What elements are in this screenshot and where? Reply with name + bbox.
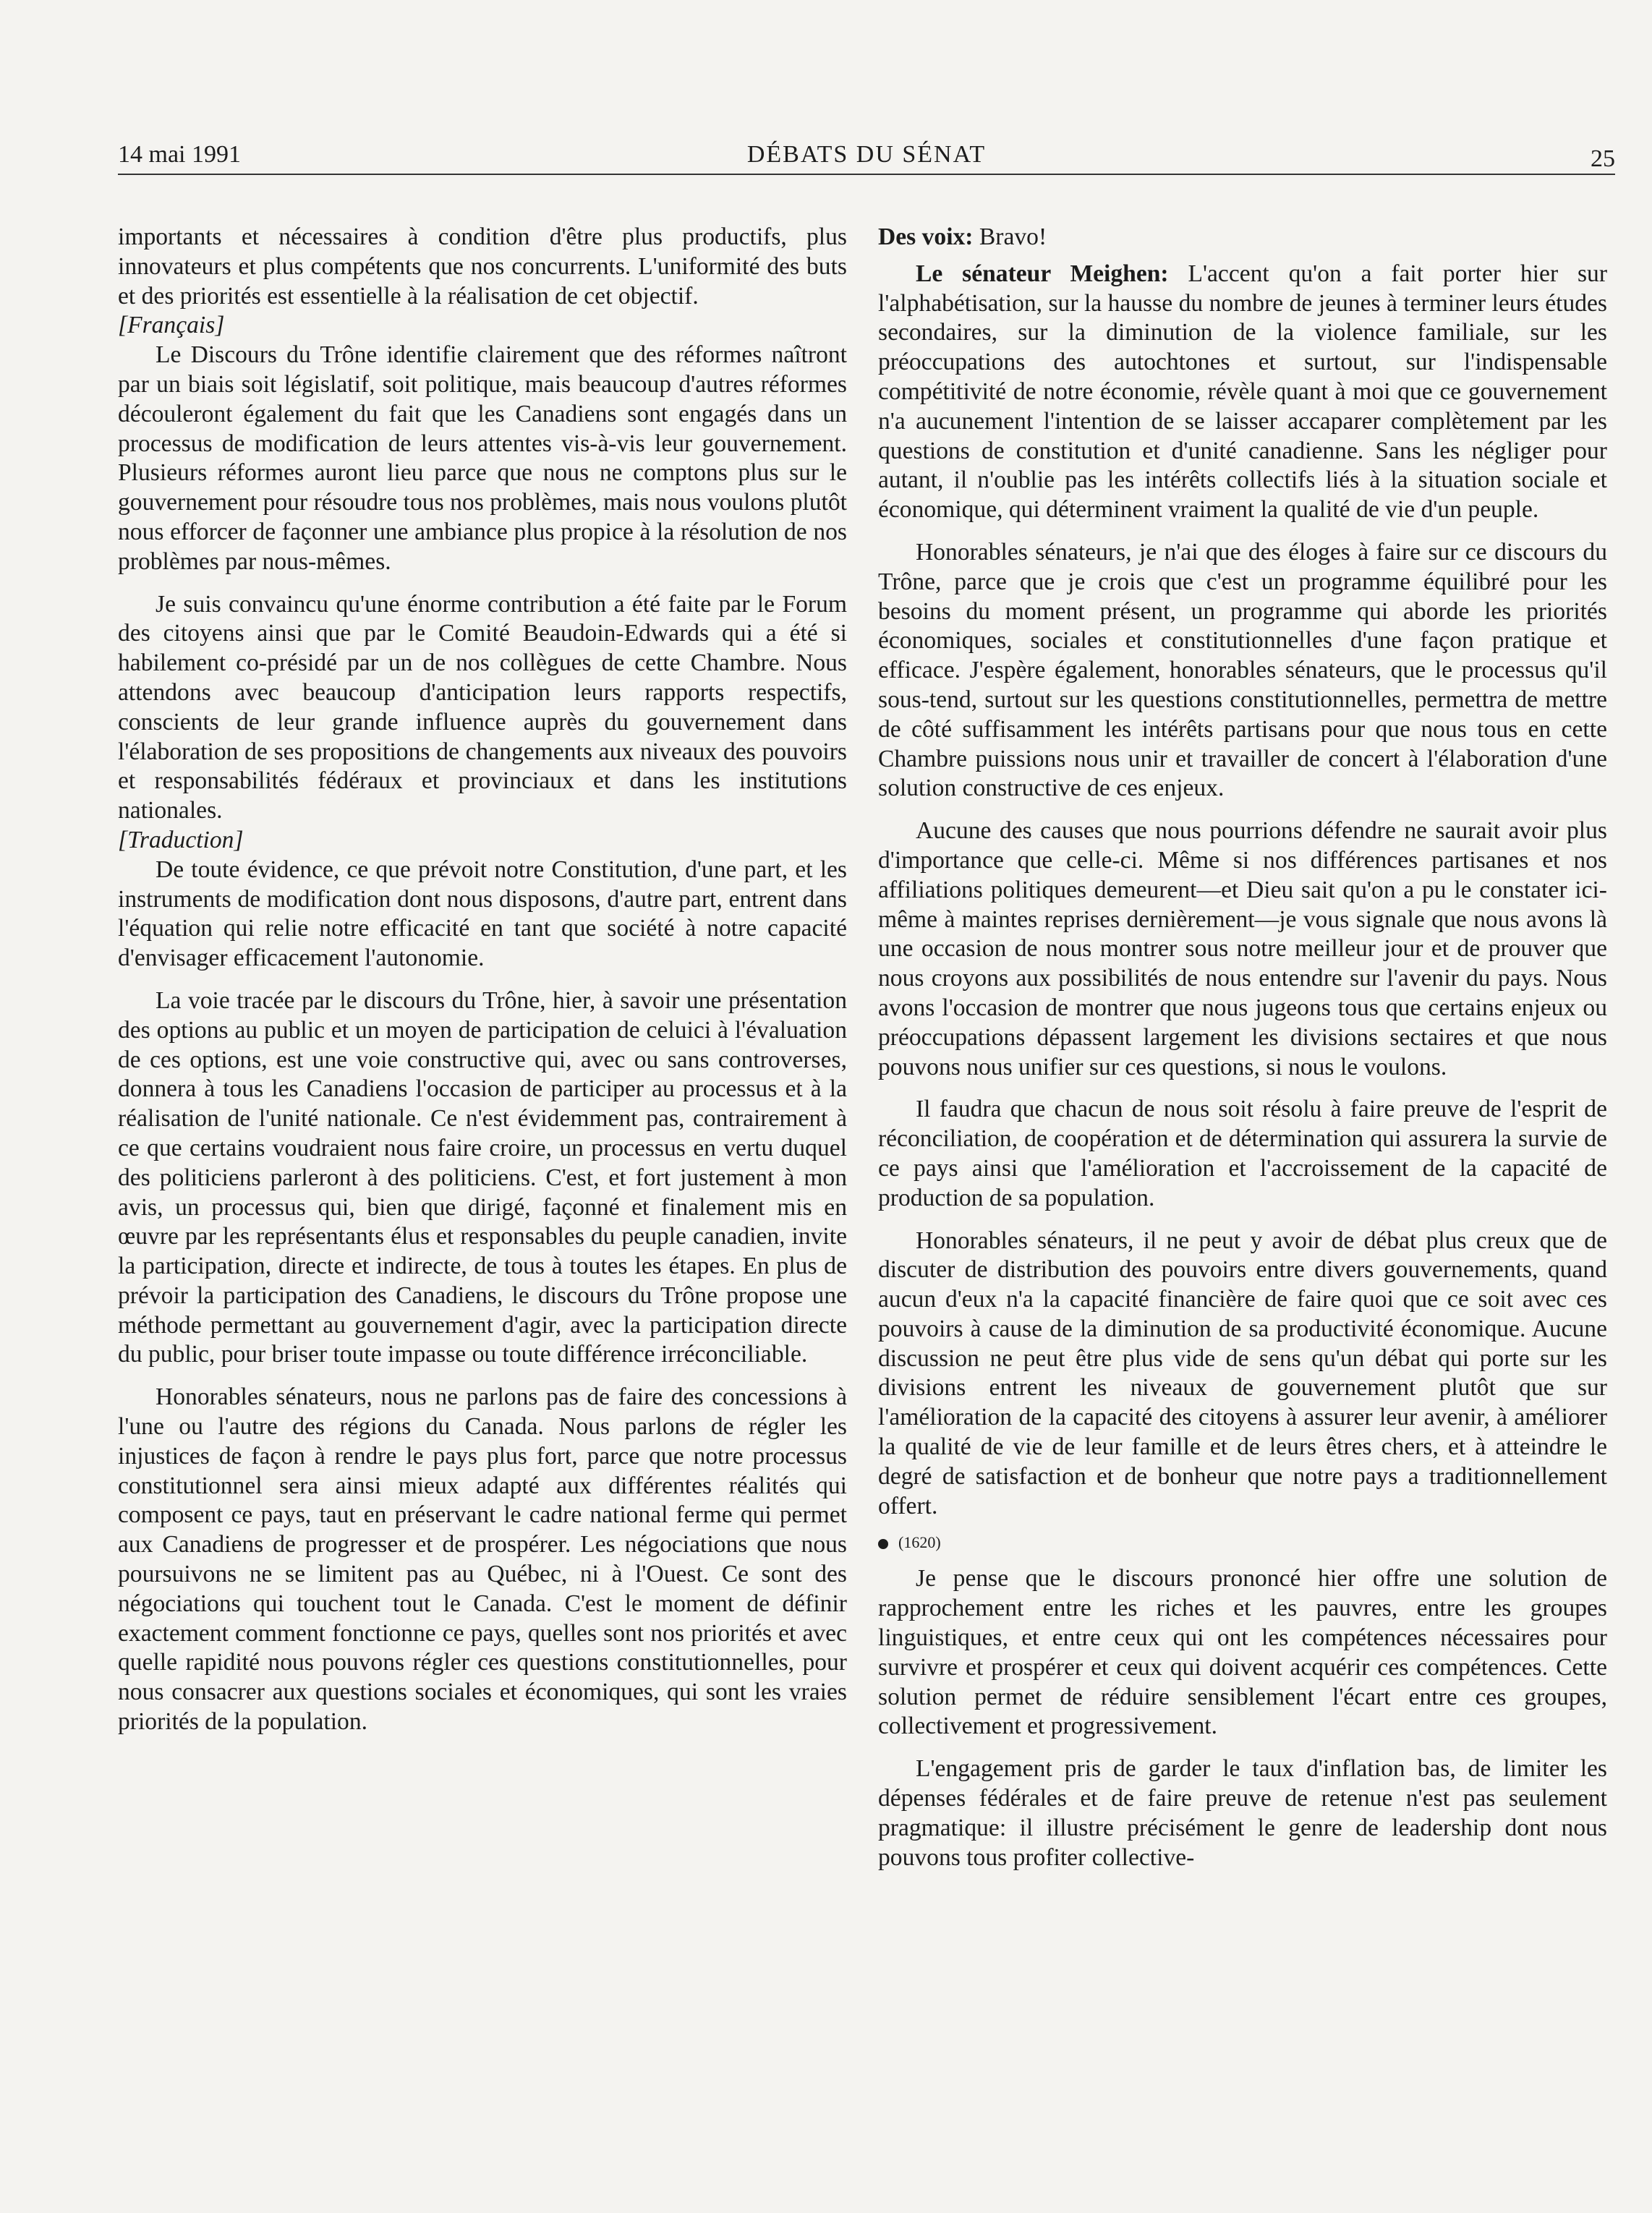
paragraph: De toute évidence, ce que prévoit notre Constitution, d'une part, et les instruments de modification dont nous disposons, d'autre part, entrent dans l'équation qui relie notre efficacité en tant que société à notre capacité d'envisager efficacement l'autonomie. (118, 856, 847, 972)
paragraph: Aucune des causes que nous pourrions défendre ne saurait avoir plus d'importance que celle-ci. Même si nos différences partisanes et nos affiliations politiques demeurent—et Dieu sait qu'on a pu le constater ici-même à maintes reprises dernièrement—je vous signale que nous avons là une occasion de nous montrer sous notre meilleur jour et de prouver que nous croyons aux possibilités de nous entendre sur l'avenir du pays. Nous avons l'occasion de montrer que nous jugeons tous que certains enjeux ou préoccupations dépassent largement les divisions sectaires et que nous pouvons nous unifier sur ces questions, si nous le voulons. (878, 817, 1607, 1080)
speech-text: Bravo! (979, 223, 1047, 250)
header-rule (118, 174, 1615, 175)
paragraph: Honorables sénateurs, il ne peut y avoir de débat plus creux que de discuter de distribution des pouvoirs entre divers gouvernements, quand aucun d'eux n'a la capacité financière de faire quoi que ce soit avec ces pouvoirs à cause de la diminution de sa productivité économique. Aucune discussion ne peut être plus vide de sens qu'un débat qui porte sur les divisions entrent les niveaux de gouvernement plutôt que sur l'amélioration de la capacité des citoyens à assurer leur avenir, à améliorer la qualité de vie de leur famille et de leurs êtres chers, et à atteindre le degré de satisfaction et de bonheur que notre pays a traditionnellement offert. (878, 1227, 1607, 1519)
paragraph: Je suis convaincu qu'une énorme contribution a été faite par le Forum des citoyens ainsi que par le Comité Beaudoin-Edwards qui a été si habilement co-présidé par un de nos collègues de cette Chambre. Nous attendons avec beaucoup d'anticipation leurs rapports respectifs, conscients de leur grande influence auprès du gouvernement dans l'élaboration de ses propositions de changements aux niveaux des pouvoirs et responsabilités fédéraux et provinciaux et dans les institutions nationales. (118, 590, 847, 824)
time-marker (878, 1528, 1607, 1557)
header-title: DÉBATS DU SÉNAT (746, 141, 987, 168)
time-stamp: (1620) (898, 1533, 941, 1552)
paragraph: Honorables sénateurs, nous ne parlons pas de faire des concessions à l'une ou l'autre des régions du Canada. Nous parlons de régler les injustices de façon à rendre le pays plus fort, parce que notre processus constitutionnel sera ainsi mieux adapté aux différentes réalités qui composent ce pays, taut en préservant le cadre national ferme qui permet aux Canadiens de progresser et de prospérer. Les négociations que nous poursuivons ne se limitent pas au Québec, ni à l'Ouest. Ce sont des négociations qui touchent tout le Canada. C'est le moment de définir exactement comment fonctionne ce pays, quelles sont nos priorités et avec quelle rapidité nous pouvons régler ces questions constitutionnelles, pour nous consacrer aux questions sociales et économiques, qui sont les vraies priorités de la population. (118, 1383, 847, 1736)
left-column (118, 223, 847, 1737)
language-tag: [Français] (118, 312, 225, 339)
paragraph: La voie tracée par le discours du Trône, hier, à savoir une présentation des options au public et un moyen de participation de celuici à l'évaluation de ces options, est une voie constructive qui, avec ou sans controverses, donnera à tous les Canadiens l'occasion de participer au processus et à la réalisation de l'unité nationale. Ce n'est évidemment pas, contrairement à ce que certains voudraient nous faire croire, un processus en vertu duquel des politiciens parleront à des politiciens. C'est, et fort justement à mon avis, un processus qui, bien que dirigé, façonné et finalement mis en œuvre par les représentants élus et responsables du peuple canadien, invite la participation, directe et indirecte, de tous à toutes les étapes. En plus de prévoir la participation des Canadiens, le discours du Trône propose une méthode permettant au gouvernement d'agir, avec la participation directe du public, pour briser toute impasse ou toute différence irréconciliable. (118, 986, 847, 1368)
language-tag: [Traduction] (118, 826, 244, 853)
paragraph: Je pense que le discours prononcé hier offre une solution de rapprochement entre les riches et les pauvres, entre les groupes linguistiques, et entre ceux qui ont les compétences nécessaires pour survivre et prospérer et ceux qui doivent acquérir ces compétences. Cette solution permet de réduire sensiblement l'écart entre ces groupes, collectivement et progressivement. (878, 1565, 1607, 1740)
header-date: 14 mai 1991 (118, 141, 241, 168)
paragraph: Le Discours du Trône identifie clairement que des réformes naîtront par un biais soit législatif, soit politique, mais beaucoup d'autres réformes découleront également du fait que les Canadiens sont engagés dans un processus de modification de leurs attentes vis-à-vis leur gouvernement. Plusieurs réformes auront lieu parce que nous ne comptons plus sur le gouvernement pour résoudre tous nos problèmes, mais nous voulons plutôt nous efforcer de façonner une ambiance plus propice à la résolution de nos problèmes par nous-mêmes. (118, 341, 847, 575)
paragraph: L'engagement pris de garder le taux d'inflation bas, de limiter les dépenses fédérales et de faire preuve de retenue n'est pas seulement pragmatique: il illustre précisément le genre de leadership dont nous pouvons tous profiter collective- (878, 1755, 1607, 1871)
speech (878, 260, 1607, 525)
speaker-name: Des voix: (878, 223, 974, 250)
speaker-name: Le sénateur Meighen: (916, 260, 1169, 287)
paragraph: Honorables sénateurs, je n'ai que des éloges à faire sur ce discours du Trône, parce que je crois que c'est un programme équilibré pour les besoins du moment présent, un programme qui aborde les priorités économiques, sociales et constitutionnelles d'une façon pratique et efficace. J'espère également, honorables sénateurs, que le processus qu'il sous-tend, surtout sur les questions constitutionnelles, permettra de mettre de côté suffisamment les intérêts partisans pour que nous tous en cette Chambre puissions nous unir et travailler de concert à l'élaboration d'une solution constructive de ces enjeux. (878, 538, 1607, 802)
bullet-icon (878, 1539, 888, 1549)
speech (878, 223, 1607, 252)
paragraph: importants et nécessaires à condition d'être plus productifs, plus innovateurs et plus compétents que nos concurrents. L'uniformité des buts et des priorités est essentielle à la réalisation de cet objectif. (118, 223, 847, 310)
page-number: 25 (1591, 145, 1615, 172)
paragraph: Il faudra que chacun de nous soit résolu à faire preuve de l'esprit de réconciliation, de coopération et de détermination qui assurera la survie de ce pays ainsi que l'amélioration et l'accroissement de la capacité de production de sa population. (878, 1096, 1607, 1211)
page-header (118, 141, 1615, 177)
right-column (878, 223, 1607, 1872)
speech-text: L'accent qu'on a fait porter hier sur l'alphabétisation, sur la hausse du nombre de jeunes à terminer leurs études secondaires, sur la diminution de la violence familiale, sur les préoccupations des autochtones et surtout, sur l'indispensable compétitivité de notre économie, révèle quant à moi que ce gouvernement n'a aucunement l'intention de se laisser accaparer complètement par les questions de constitution et d'unité canadienne. Sans les négliger pour autant, il n'oublie pas les intérêts collectifs liés à la situation sociale et économique, qui déterminent vraiment la qualité de vie d'un peuple. (878, 260, 1607, 524)
